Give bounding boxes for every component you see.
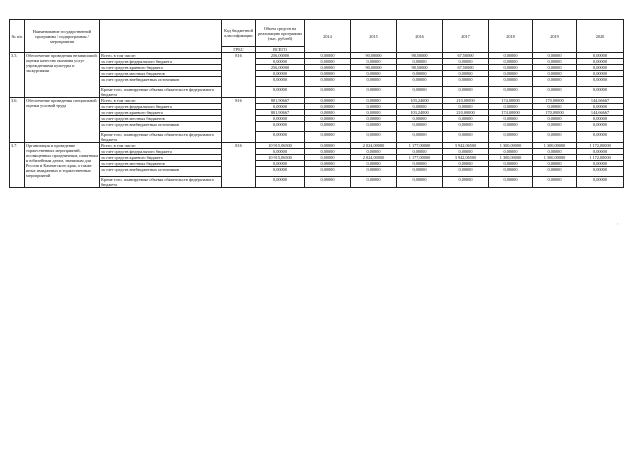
year-value: 0,00000 bbox=[397, 149, 443, 155]
total-value: 256,00000 bbox=[256, 65, 305, 71]
total-value: 801,90667 bbox=[256, 110, 305, 116]
year-value: 0,00000 bbox=[533, 53, 577, 59]
funding-source: за счет средств федерального бюджета bbox=[100, 59, 222, 65]
funding-source: за счет средств внебюджетных источников bbox=[100, 122, 222, 132]
budget-code: 816 bbox=[222, 98, 256, 143]
total-value: 0,00000 bbox=[256, 131, 305, 143]
total-value: 10 915,06500 bbox=[256, 155, 305, 161]
budget-table bbox=[9, 19, 624, 188]
header-year: 2016 bbox=[397, 20, 443, 53]
year-value: 0,00000 bbox=[443, 71, 489, 77]
year-value: 170,00000 bbox=[533, 98, 577, 104]
year-value: 0,00000 bbox=[305, 161, 351, 167]
funding-source: Кроме того, планируемые объемы обязательств федерального бюджета bbox=[100, 131, 222, 143]
year-value: 0,00000 bbox=[489, 53, 533, 59]
year-value: 0,00000 bbox=[351, 176, 397, 188]
funding-source: за счет средств внебюджетных источников bbox=[100, 77, 222, 87]
funding-source: Кроме того, планируемые объемы обязательств федерального бюджета bbox=[100, 176, 222, 188]
header-year: 2019 bbox=[533, 20, 577, 53]
year-value: 0,00000 bbox=[577, 167, 624, 177]
header-program-name: Наименование государственной программы / подпрограммы / мероприятия bbox=[25, 20, 100, 53]
total-value: 0,00000 bbox=[256, 71, 305, 77]
funding-source: Кроме того, планируемые объемы обязательств федерального бюджета bbox=[100, 86, 222, 98]
table-body bbox=[10, 53, 624, 188]
year-value: 0,00000 bbox=[351, 116, 397, 122]
year-value: 0,00000 bbox=[305, 53, 351, 59]
year-value: 0,00000 bbox=[443, 161, 489, 167]
total-value: 0,00000 bbox=[256, 116, 305, 122]
total-value: 0,00000 bbox=[256, 86, 305, 98]
year-value: 174,00000 bbox=[489, 98, 533, 104]
year-value: 0,00000 bbox=[489, 122, 533, 132]
funding-source: за счет средств местных бюджетов bbox=[100, 71, 222, 77]
year-value: 0,00000 bbox=[305, 155, 351, 161]
year-value: 0,00000 bbox=[305, 65, 351, 71]
funding-source: за счет средств краевого бюджета bbox=[100, 65, 222, 71]
year-value: 0,00000 bbox=[577, 104, 624, 110]
item-name: Обеспечение проведения независимой оценки качества оказания услуг учреждениями культуры и экскурсиями bbox=[25, 53, 100, 98]
year-value: 0,00000 bbox=[577, 65, 624, 71]
year-value: 0,00000 bbox=[351, 149, 397, 155]
year-value: 0,00000 bbox=[351, 77, 397, 87]
total-value: 0,00000 bbox=[256, 59, 305, 65]
funding-source: за счет средств федерального бюджета bbox=[100, 149, 222, 155]
total-value: 10 915,06500 bbox=[256, 143, 305, 149]
header-year: 2014 bbox=[305, 20, 351, 53]
year-value: 0,00000 bbox=[305, 59, 351, 65]
year-value: 0,00000 bbox=[489, 71, 533, 77]
year-value: 0,00000 bbox=[533, 116, 577, 122]
year-value: 0,00000 bbox=[351, 167, 397, 177]
table-row bbox=[10, 77, 624, 87]
table-row bbox=[10, 176, 624, 188]
year-value: 0,00000 bbox=[397, 131, 443, 143]
table-row bbox=[10, 167, 624, 177]
header-year: 2017 bbox=[443, 20, 489, 53]
table-row bbox=[10, 131, 624, 143]
year-value: 0,00000 bbox=[305, 86, 351, 98]
year-value: 103,24000 bbox=[397, 110, 443, 116]
year-value: 0,00000 bbox=[351, 86, 397, 98]
year-value: 0,00000 bbox=[489, 149, 533, 155]
year-value: 0,00000 bbox=[577, 122, 624, 132]
year-value: 2 024,00000 bbox=[351, 155, 397, 161]
year-value: 0,00000 bbox=[533, 65, 577, 71]
year-value: 0,00000 bbox=[533, 176, 577, 188]
year-value: 0,00000 bbox=[305, 110, 351, 116]
year-value: 0,00000 bbox=[397, 104, 443, 110]
year-value: 0,00000 bbox=[397, 122, 443, 132]
year-value: 210,00000 bbox=[443, 98, 489, 104]
header-row bbox=[10, 20, 624, 47]
year-value: 90,00000 bbox=[351, 53, 397, 59]
year-value: 2 024,00000 bbox=[351, 143, 397, 149]
year-value: 0,00000 bbox=[351, 71, 397, 77]
item-number: 3.6. bbox=[10, 98, 25, 143]
year-value: 0,00000 bbox=[443, 149, 489, 155]
year-value: 0,00000 bbox=[351, 131, 397, 143]
year-value: 0,00000 bbox=[443, 86, 489, 98]
funding-source: за счет средств краевого бюджета bbox=[100, 110, 222, 116]
year-value: 0,00000 bbox=[443, 122, 489, 132]
year-value: 0,00000 bbox=[397, 71, 443, 77]
year-value: 0,00000 bbox=[533, 86, 577, 98]
year-value: 0,00000 bbox=[397, 116, 443, 122]
total-value: 0,00000 bbox=[256, 161, 305, 167]
year-value: 0,00000 bbox=[443, 116, 489, 122]
year-value: 144,66667 bbox=[577, 110, 624, 116]
funding-source: Всего, в том числе: bbox=[100, 98, 222, 104]
year-value: 0,00000 bbox=[533, 77, 577, 87]
year-value: 0,00000 bbox=[489, 104, 533, 110]
year-value: 0,00000 bbox=[305, 176, 351, 188]
header-source bbox=[100, 20, 222, 53]
funding-source: за счет средств внебюджетных источников bbox=[100, 167, 222, 177]
year-value: 0,00000 bbox=[305, 77, 351, 87]
table-row bbox=[10, 86, 624, 98]
total-value: 0,00000 bbox=[256, 176, 305, 188]
year-value: 0,00000 bbox=[489, 77, 533, 87]
year-value: 0,00000 bbox=[305, 131, 351, 143]
year-value: 1 300,00000 bbox=[489, 143, 533, 149]
item-number: 3.5. bbox=[10, 53, 25, 98]
year-value: 0,00000 bbox=[305, 149, 351, 155]
year-value: 0,00000 bbox=[489, 86, 533, 98]
year-value: 1 300,00000 bbox=[533, 143, 577, 149]
funding-source: за счет средств краевого бюджета bbox=[100, 155, 222, 161]
year-value: 0,00000 bbox=[305, 122, 351, 132]
year-value: 0,00000 bbox=[577, 176, 624, 188]
year-value: 1 177,00000 bbox=[397, 143, 443, 149]
year-value: 0,00000 bbox=[533, 122, 577, 132]
year-value: 98,50000 bbox=[397, 65, 443, 71]
year-value: 0,00000 bbox=[351, 104, 397, 110]
year-value: 0,00000 bbox=[489, 167, 533, 177]
year-value: 0,00000 bbox=[489, 65, 533, 71]
year-value: 67,50000 bbox=[443, 53, 489, 59]
year-value: 67,50000 bbox=[443, 65, 489, 71]
year-value: 0,00000 bbox=[443, 59, 489, 65]
year-value: 3 942,06500 bbox=[443, 155, 489, 161]
year-value: 0,00000 bbox=[305, 143, 351, 149]
year-value: 0,00000 bbox=[533, 167, 577, 177]
year-value: 0,00000 bbox=[577, 131, 624, 143]
year-value: 1 172,00000 bbox=[577, 155, 624, 161]
total-value: 0,00000 bbox=[256, 149, 305, 155]
year-value: 0,00000 bbox=[443, 131, 489, 143]
year-value: 0,00000 bbox=[351, 122, 397, 132]
header-year: 2018 bbox=[489, 20, 533, 53]
year-value: 0,00000 bbox=[305, 116, 351, 122]
year-value: 0,00000 bbox=[351, 161, 397, 167]
header-year: 2020 bbox=[577, 20, 624, 53]
item-name: Обеспечение проведения специальной оценки условий труда bbox=[25, 98, 100, 143]
total-value: 256,00000 bbox=[256, 53, 305, 59]
year-value: 1 300,00000 bbox=[533, 155, 577, 161]
year-value: 0,00000 bbox=[577, 53, 624, 59]
item-name: Организация и проведение торжественных мероприятий, посвященных праздничным, памятным и юбилейным датам, значимым для России и Камчатского края, а также иных имиджевых и торжественных мероприятий bbox=[25, 143, 100, 188]
year-value: 0,00000 bbox=[577, 149, 624, 155]
year-value: 0,00000 bbox=[351, 59, 397, 65]
year-value: 0,00000 bbox=[443, 104, 489, 110]
total-value: 0,00000 bbox=[256, 104, 305, 110]
header-grbs: ГРБС bbox=[222, 47, 256, 53]
year-value: 0,00000 bbox=[489, 59, 533, 65]
year-value: 0,00000 bbox=[489, 131, 533, 143]
year-value: 0,00000 bbox=[489, 176, 533, 188]
year-value: 0,00000 bbox=[489, 161, 533, 167]
budget-code: 816 bbox=[222, 143, 256, 188]
total-value: 801,90667 bbox=[256, 98, 305, 104]
year-value: 0,00000 bbox=[533, 131, 577, 143]
item-number: 3.7. bbox=[10, 143, 25, 188]
year-value: 103,24000 bbox=[397, 98, 443, 104]
year-value: 0,00000 bbox=[397, 77, 443, 87]
year-value: 0,00000 bbox=[443, 167, 489, 177]
year-value: 0,00000 bbox=[351, 110, 397, 116]
funding-source: Всего, в том числе: bbox=[100, 53, 222, 59]
header-year: 2015 bbox=[351, 20, 397, 53]
year-value: 144,66667 bbox=[577, 98, 624, 104]
year-value: 90,00000 bbox=[351, 65, 397, 71]
budget-sheet bbox=[9, 19, 623, 188]
year-value: 3 942,06500 bbox=[443, 143, 489, 149]
year-value: 0,00000 bbox=[533, 71, 577, 77]
year-value: 0,00000 bbox=[397, 167, 443, 177]
year-value: 0,00000 bbox=[305, 104, 351, 110]
scan-mark-icon: ˊ bbox=[616, 224, 619, 230]
year-value: 0,00000 bbox=[577, 86, 624, 98]
year-value: 0,00000 bbox=[577, 161, 624, 167]
year-value: 0,00000 bbox=[443, 176, 489, 188]
year-value: 1 300,00000 bbox=[489, 155, 533, 161]
year-value: 0,00000 bbox=[533, 161, 577, 167]
year-value: 0,00000 bbox=[577, 77, 624, 87]
table-row bbox=[10, 122, 624, 132]
funding-source: за счет средств местных бюджетов bbox=[100, 161, 222, 167]
year-value: 0,00000 bbox=[577, 71, 624, 77]
year-value: 210,00000 bbox=[443, 110, 489, 116]
year-value: 0,00000 bbox=[305, 71, 351, 77]
year-value: 0,00000 bbox=[533, 59, 577, 65]
year-value: 98,50000 bbox=[397, 53, 443, 59]
total-value: 0,00000 bbox=[256, 77, 305, 87]
year-value: 174,00000 bbox=[489, 110, 533, 116]
year-value: 0,00000 bbox=[397, 59, 443, 65]
funding-source: Всего, в том числе: bbox=[100, 143, 222, 149]
year-value: 0,00000 bbox=[397, 86, 443, 98]
year-value: 0,00000 bbox=[577, 59, 624, 65]
year-value: 0,00000 bbox=[305, 167, 351, 177]
year-value: 0,00000 bbox=[351, 98, 397, 104]
year-value: 170,00000 bbox=[533, 110, 577, 116]
year-value: 1 177,00000 bbox=[397, 155, 443, 161]
year-value: 0,00000 bbox=[397, 161, 443, 167]
budget-code: 816 bbox=[222, 53, 256, 98]
header-total: ВСЕГО bbox=[256, 47, 305, 53]
header-budget-code: Код бюджетной классификации bbox=[222, 20, 256, 47]
year-value: 0,00000 bbox=[533, 104, 577, 110]
year-value: 0,00000 bbox=[577, 116, 624, 122]
year-value: 0,00000 bbox=[397, 176, 443, 188]
year-value: 0,00000 bbox=[443, 77, 489, 87]
header-number: № п/п bbox=[10, 20, 25, 53]
funding-source: за счет средств местных бюджетов bbox=[100, 116, 222, 122]
funding-source: за счет средств федерального бюджета bbox=[100, 104, 222, 110]
year-value: 0,00000 bbox=[305, 98, 351, 104]
year-value: 0,00000 bbox=[489, 116, 533, 122]
header-total-funds: Объем средств на реализацию программы (тыс. рублей) bbox=[256, 20, 305, 47]
year-value: 0,00000 bbox=[533, 149, 577, 155]
total-value: 0,00000 bbox=[256, 167, 305, 177]
total-value: 0,00000 bbox=[256, 122, 305, 132]
year-value: 1 172,00000 bbox=[577, 143, 624, 149]
